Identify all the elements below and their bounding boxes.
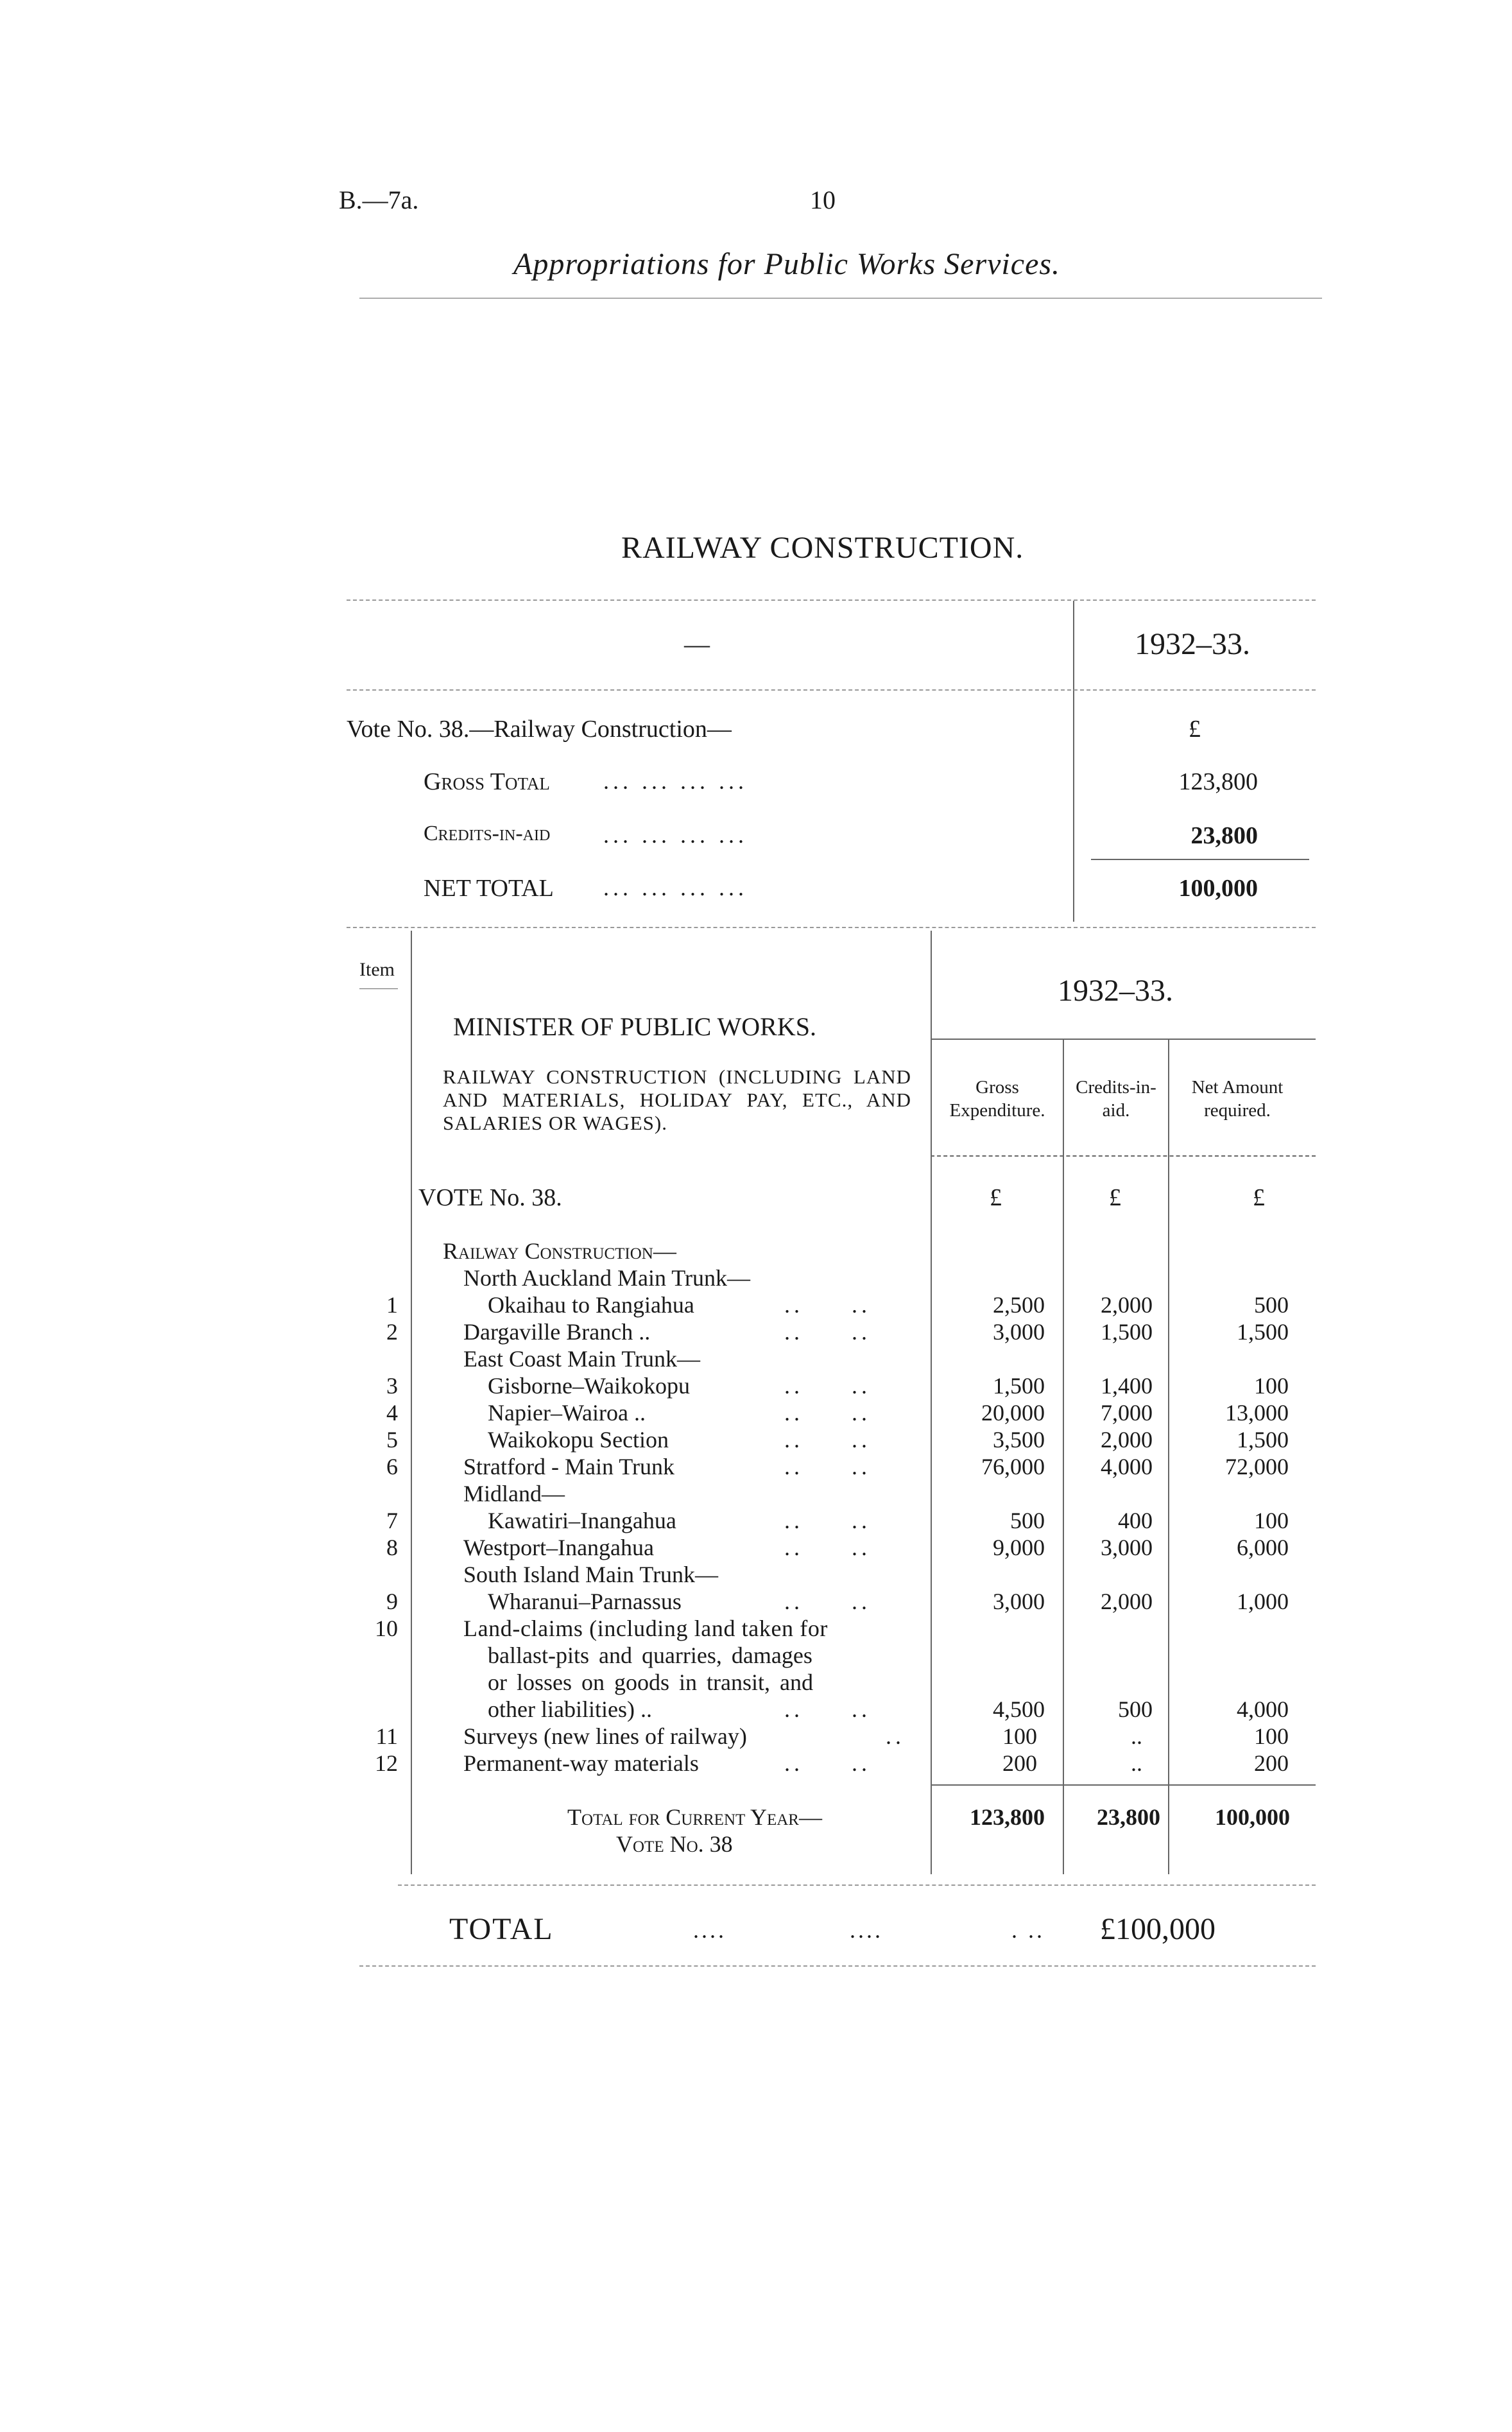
gross-total-value: 123,800 bbox=[1178, 768, 1258, 795]
gross-value: 3,000 bbox=[993, 1589, 1045, 1614]
item-number: 6 bbox=[386, 1454, 398, 1479]
footer-leaders-3: . .. bbox=[1011, 1917, 1045, 1943]
credits-value: .. bbox=[1131, 1750, 1142, 1776]
vote-description: RAILWAY CONSTRUCTION (INCLUDING LAND AND MATERIALS, HOLIDAY PAY, ETC., AND SALARIES OR WAGES). bbox=[443, 1065, 911, 1134]
summary-header-rule bbox=[347, 689, 1316, 691]
row-leaders: .. bbox=[886, 1723, 905, 1749]
row-leaders: .. .. bbox=[784, 1508, 871, 1533]
row-description-line: or losses on goods in transit, and bbox=[488, 1669, 813, 1695]
subheading-midland: Midland— bbox=[463, 1481, 565, 1506]
row-leaders: .. .. bbox=[784, 1292, 871, 1318]
footer-total-label: TOTAL bbox=[449, 1912, 554, 1946]
net-value: 100 bbox=[1254, 1508, 1289, 1533]
gross-column-divider bbox=[1063, 1040, 1064, 1874]
row-leaders: .. .. bbox=[784, 1373, 871, 1399]
net-total-label: NET TOTAL bbox=[424, 875, 554, 902]
credits-in-aid-label: Credits-in-aid bbox=[424, 822, 551, 845]
gross-value: 3,500 bbox=[993, 1427, 1045, 1453]
net-value: 13,000 bbox=[1225, 1400, 1289, 1426]
summary-top-rule bbox=[347, 599, 1316, 601]
minister-heading: MINISTER OF PUBLIC WORKS. bbox=[453, 1012, 816, 1041]
net-value: 1,500 bbox=[1237, 1427, 1289, 1453]
footer-leaders-1: .... bbox=[693, 1917, 726, 1943]
item-header-rule bbox=[359, 988, 398, 989]
section-title: RAILWAY CONSTRUCTION. bbox=[621, 531, 1024, 565]
gross-value: 4,500 bbox=[993, 1696, 1045, 1722]
summary-vote-label: Vote No. 38.—Railway Construction— bbox=[347, 716, 732, 743]
row-description-line: Land-claims (including land taken for bbox=[463, 1616, 829, 1641]
item-number: 5 bbox=[386, 1427, 398, 1453]
item-column-divider bbox=[411, 931, 412, 1874]
total-label-line-2: Vote No. 38 bbox=[616, 1831, 733, 1857]
document-reference: B.—7a. bbox=[339, 185, 419, 214]
net-value: 200 bbox=[1254, 1750, 1289, 1776]
net-value: 100 bbox=[1254, 1723, 1289, 1749]
gross-currency: £ bbox=[990, 1184, 1002, 1211]
net-value: 72,000 bbox=[1225, 1454, 1289, 1479]
row-description: Westport–Inangahua bbox=[463, 1535, 654, 1560]
row-description: Napier–Wairoa .. bbox=[488, 1400, 646, 1426]
summary-subtotal-rule bbox=[1091, 859, 1309, 860]
item-number: 7 bbox=[386, 1508, 398, 1533]
credits-value: 2,000 bbox=[1101, 1427, 1153, 1453]
net-total-value: 100,000 bbox=[1178, 875, 1258, 902]
net-value: 1,500 bbox=[1237, 1319, 1289, 1345]
item-number: 10 bbox=[375, 1616, 398, 1641]
summary-year-header: 1932–33. bbox=[1135, 627, 1250, 661]
item-number: 3 bbox=[386, 1373, 398, 1399]
group-heading: Railway Construction— bbox=[443, 1238, 676, 1264]
detail-year-header: 1932–33. bbox=[1058, 974, 1173, 1008]
net-value: 1,000 bbox=[1237, 1589, 1289, 1614]
running-title: Appropriations for Public Works Services. bbox=[513, 247, 1061, 281]
credits-value: 2,000 bbox=[1101, 1292, 1153, 1318]
subheading-north-auckland: North Auckland Main Trunk— bbox=[463, 1265, 751, 1291]
credits-value: 4,000 bbox=[1101, 1454, 1153, 1479]
subheading-south-island: South Island Main Trunk— bbox=[463, 1562, 719, 1587]
row-leaders: .. .. bbox=[784, 1535, 871, 1560]
row-leaders: .. .. bbox=[784, 1427, 871, 1453]
credits-value: 400 bbox=[1118, 1508, 1153, 1533]
row-description: Kawatiri–Inangahua bbox=[488, 1508, 676, 1533]
gross-value: 200 bbox=[1002, 1750, 1037, 1776]
item-number: 11 bbox=[375, 1723, 398, 1749]
gross-expenditure-header: Gross Expenditure. bbox=[949, 1077, 1045, 1121]
row-description: Dargaville Branch .. bbox=[463, 1319, 651, 1345]
credits-column-divider bbox=[1168, 1040, 1169, 1874]
subheading-east-coast: East Coast Main Trunk— bbox=[463, 1346, 701, 1372]
gross-total-leaders: ... ... ... ... bbox=[603, 768, 748, 794]
row-description: Permanent-way materials bbox=[463, 1750, 699, 1776]
credits-in-aid-header: Credits-in-aid. bbox=[1076, 1077, 1156, 1121]
credits-value: 1,500 bbox=[1101, 1319, 1153, 1345]
net-value: 6,000 bbox=[1237, 1535, 1289, 1560]
credits-in-aid-leaders: ... ... ... ... bbox=[603, 822, 748, 848]
item-number: 12 bbox=[375, 1750, 398, 1776]
item-number: 4 bbox=[386, 1400, 398, 1426]
net-value: 500 bbox=[1254, 1292, 1289, 1318]
net-value: 4,000 bbox=[1237, 1696, 1289, 1722]
net-value: 100 bbox=[1254, 1373, 1289, 1399]
credits-value: 2,000 bbox=[1101, 1589, 1153, 1614]
item-column-header: Item bbox=[359, 959, 395, 980]
vote-number-label: VOTE No. 38. bbox=[418, 1184, 562, 1211]
detail-bottom-rule bbox=[398, 1884, 1316, 1886]
row-description: Surveys (new lines of railway) bbox=[463, 1723, 747, 1749]
description-column-divider bbox=[931, 931, 932, 1874]
row-description: Gisborne–Waikokopu bbox=[488, 1373, 691, 1399]
item-number: 1 bbox=[386, 1292, 398, 1318]
total-net-value: 100,000 bbox=[1215, 1804, 1290, 1830]
credits-in-aid-value: 23,800 bbox=[1190, 822, 1258, 849]
footer-leaders-2: .... bbox=[850, 1917, 883, 1943]
gross-value: 100 bbox=[1002, 1723, 1037, 1749]
credits-currency: £ bbox=[1109, 1184, 1121, 1211]
row-leaders: .. .. bbox=[784, 1750, 871, 1776]
summary-divider bbox=[1073, 601, 1074, 922]
credits-value: 500 bbox=[1118, 1696, 1153, 1722]
row-leaders: .. .. bbox=[784, 1696, 871, 1722]
gross-value: 1,500 bbox=[993, 1373, 1045, 1399]
column-header-rule bbox=[931, 1155, 1316, 1157]
row-description: Okaihau to Rangiahua bbox=[488, 1292, 694, 1318]
gross-value: 3,000 bbox=[993, 1319, 1045, 1345]
total-credits-value: 23,800 bbox=[1097, 1804, 1160, 1830]
row-description-line: ballast-pits and quarries, damages bbox=[488, 1643, 812, 1668]
net-amount-header: Net Amount required. bbox=[1191, 1077, 1284, 1121]
footer-rule bbox=[359, 1965, 1316, 1967]
row-leaders: .. .. bbox=[784, 1454, 871, 1479]
row-description: Stratford - Main Trunk bbox=[463, 1454, 675, 1479]
summary-blank-header: — bbox=[684, 630, 710, 659]
detail-top-rule bbox=[347, 927, 1316, 928]
item-number: 2 bbox=[386, 1319, 398, 1345]
gross-value: 76,000 bbox=[981, 1454, 1045, 1479]
footer-total-value: £100,000 bbox=[1100, 1912, 1216, 1946]
credits-value: 1,400 bbox=[1101, 1373, 1153, 1399]
net-total-leaders: ... ... ... ... bbox=[603, 875, 748, 901]
gross-value: 20,000 bbox=[981, 1400, 1045, 1426]
row-leaders: .. .. bbox=[784, 1319, 871, 1345]
row-leaders: .. .. bbox=[784, 1589, 871, 1614]
net-currency: £ bbox=[1253, 1184, 1265, 1211]
credits-value: .. bbox=[1131, 1723, 1142, 1749]
gross-value: 500 bbox=[1010, 1508, 1045, 1533]
credits-value: 3,000 bbox=[1101, 1535, 1153, 1560]
item-number: 8 bbox=[386, 1535, 398, 1560]
gross-value: 2,500 bbox=[993, 1292, 1045, 1318]
total-label-line-1: Total for Current Year— bbox=[567, 1804, 822, 1830]
totals-rule bbox=[931, 1784, 1316, 1786]
credits-value: 7,000 bbox=[1101, 1400, 1153, 1426]
gross-value: 9,000 bbox=[993, 1535, 1045, 1560]
year-header-rule bbox=[931, 1039, 1316, 1040]
item-number: 9 bbox=[386, 1589, 398, 1614]
row-description: Waikokopu Section bbox=[488, 1427, 669, 1453]
row-leaders: .. .. bbox=[784, 1400, 871, 1426]
summary-currency: £ bbox=[1189, 716, 1201, 743]
gross-total-label: Gross Total bbox=[424, 768, 550, 795]
row-description: Wharanui–Parnassus bbox=[488, 1589, 682, 1614]
page-number: 10 bbox=[810, 185, 836, 214]
total-gross-value: 123,800 bbox=[970, 1804, 1045, 1830]
row-description-line: other liabilities) .. bbox=[488, 1696, 652, 1722]
